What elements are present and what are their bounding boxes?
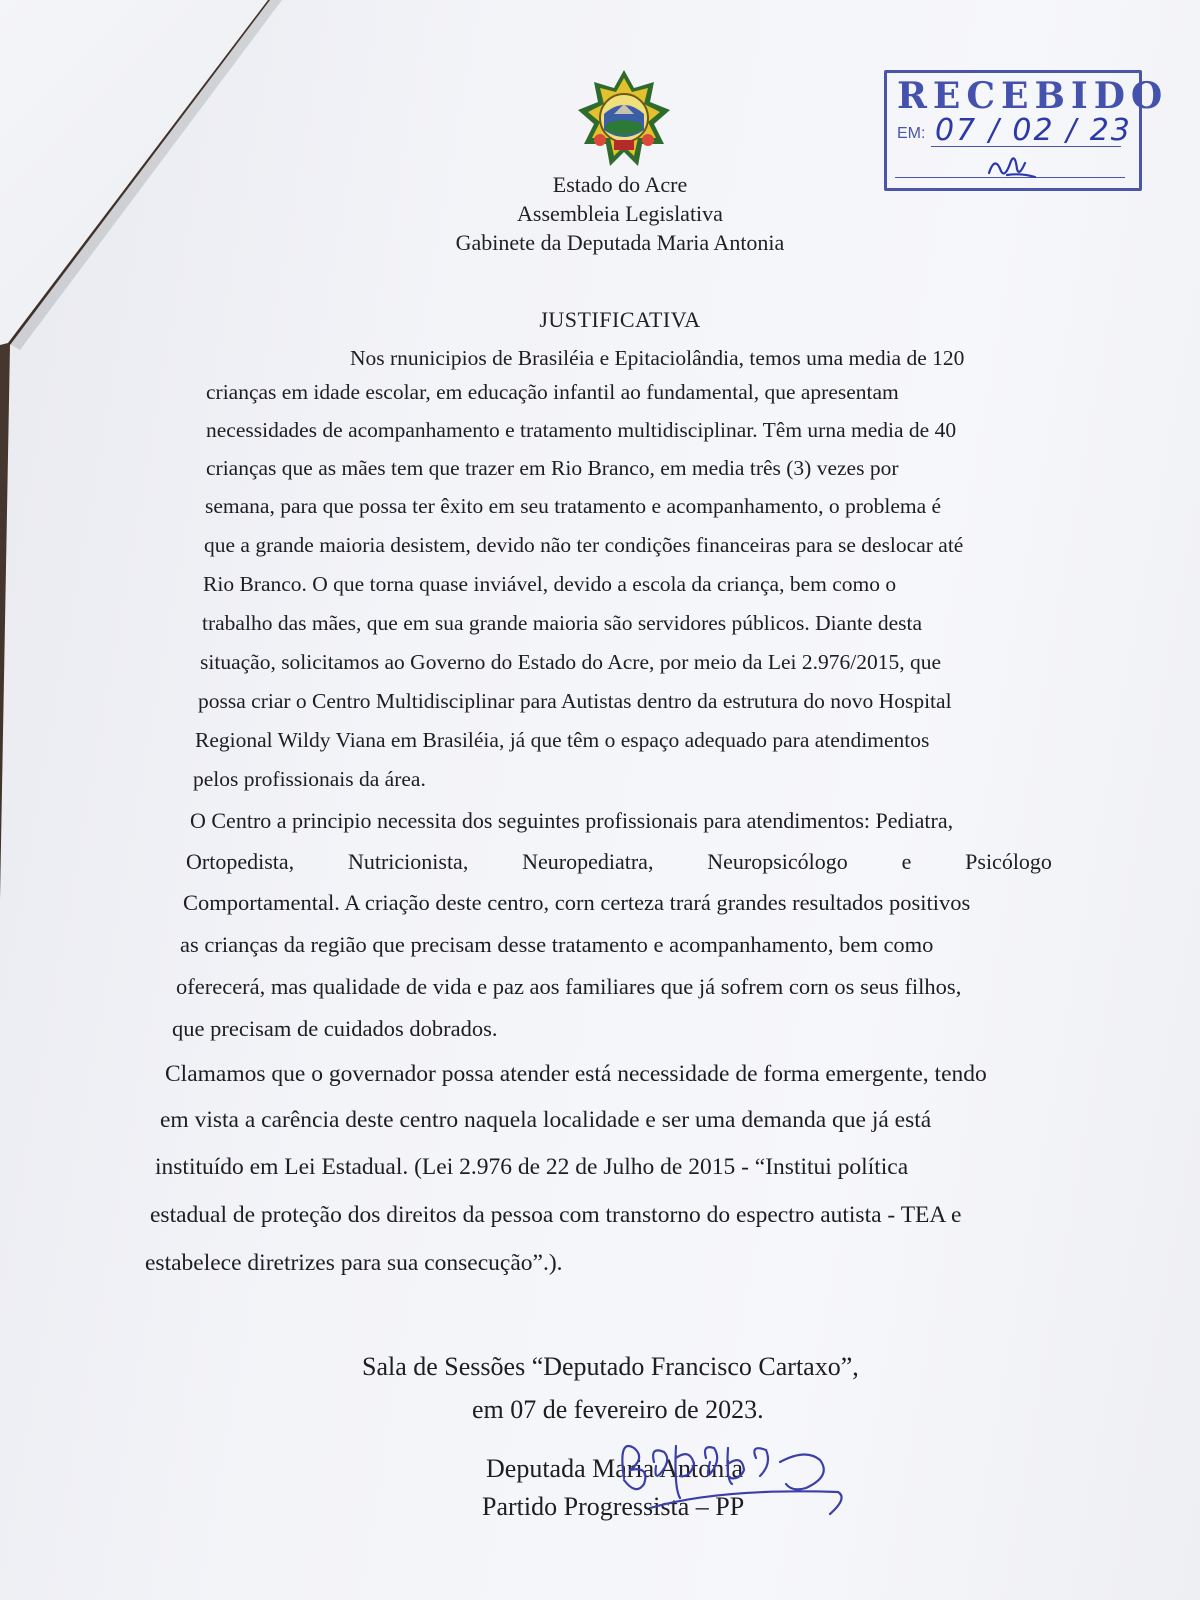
closing-date: em 07 de fevereiro de 2023. <box>472 1395 764 1424</box>
body-line: O Centro a principio necessita dos seguintes profissionais para atendimentos: Pediatra, <box>190 808 954 833</box>
document-header <box>360 170 880 257</box>
body-line: instituído em Lei Estadual. (Lei 2.976 de 22 de Julho de 2015 - “Institui política <box>155 1154 909 1180</box>
body-line-text: crianças em idade escolar, em educação infantil ao fundamental, que apresentam <box>206 380 899 404</box>
word: e <box>901 849 912 874</box>
body-line: semana, para que possa ter êxito em seu tratamento e acompanhamento, o problema é <box>205 494 942 518</box>
document-heading: JUSTIFICATIVA <box>539 307 701 332</box>
body-line: necessidades de acompanhamento e tratamento multidisciplinar. Têm urna media de 40 <box>206 418 957 442</box>
word: Neuropsicólogo <box>707 849 848 874</box>
body-line: estabelece diretrizes para sua consecução”.). <box>145 1250 563 1276</box>
closing-place: Sala de Sessões “Deputado Francisco Cartaxo”, <box>362 1352 859 1381</box>
header-assembly: Assembleia Legislativa <box>517 201 723 226</box>
signatory-party: Partido Progressista – PP <box>482 1492 745 1521</box>
acre-coat-of-arms-icon <box>576 68 672 172</box>
body-line: em vista a carência deste centro naquela localidade e ser uma demanda que já está <box>160 1107 932 1133</box>
word: Ortopedista, <box>186 849 295 874</box>
body-line: Clamamos que o governador possa atender está necessidade de forma emergente, tendo <box>165 1061 987 1087</box>
body-line: estadual de proteção dos direitos da pessoa com transtorno do espectro autista - TEA e <box>150 1202 962 1228</box>
handwritten-signature-icon <box>610 1418 850 1528</box>
stamp-date: 07 / 02 / 23 <box>935 113 1132 148</box>
body-line: Nos rnunicipios de Brasiléia e Epitaciolândia, temos uma media de 120 <box>350 346 965 370</box>
stamp-title: RECEBIDO <box>897 75 1169 117</box>
body-line: trabalho das mães, que em sua grande maioria são servidores públicos. Diante desta <box>202 611 923 635</box>
stamp-initials-icon <box>981 151 1041 181</box>
body-line: crianças que as mães tem que trazer em Rio Branco, em media três (3) vezes por <box>206 456 899 480</box>
word: Psicólogo <box>965 849 1052 874</box>
header-office: Gabinete da Deputada Maria Antonia <box>455 230 785 255</box>
body-line: oferecerá, mas qualidade de vida e paz aos familiares que já sofrem corn os seus filhos, <box>176 974 962 999</box>
body-line: possa criar o Centro Multidisciplinar para Autistas dentro da estrutura do novo Hospital <box>198 689 952 713</box>
body-line-spread <box>186 849 1052 875</box>
stamp-em-label: EM: <box>897 125 926 142</box>
header-state: Estado do Acre <box>552 172 688 197</box>
body-line: Regional Wildy Viana em Brasiléia, já que têm o espaço adequado para atendimentos <box>195 728 930 752</box>
stamp-date-line <box>931 146 1121 147</box>
body-line <box>206 380 1032 405</box>
body-line: as crianças da região que precisam desse tratamento e acompanhamento, bem como <box>180 932 934 957</box>
body-line: Rio Branco. O que torna quase inviável, devido a escola da criança, bem como o <box>203 572 897 596</box>
body-line: pelos profissionais da área. <box>193 767 426 791</box>
word: Neuropediatra, <box>522 849 654 874</box>
word: Nutricionista, <box>347 849 469 874</box>
received-stamp <box>884 70 1169 191</box>
body-line: Comportamental. A criação deste centro, corn certeza trará grandes resultados positivos <box>183 890 971 915</box>
signatory-name: Deputada Maria Antonia <box>486 1454 744 1483</box>
body-line: que precisam de cuidados dobrados. <box>172 1016 498 1041</box>
body-line: situação, solicitamos ao Governo do Estado do Acre, por meio da Lei 2.976/2015, que <box>200 650 941 674</box>
body-line: que a grande maioria desistem, devido não ter condições financeiras para se deslocar até <box>204 533 964 557</box>
